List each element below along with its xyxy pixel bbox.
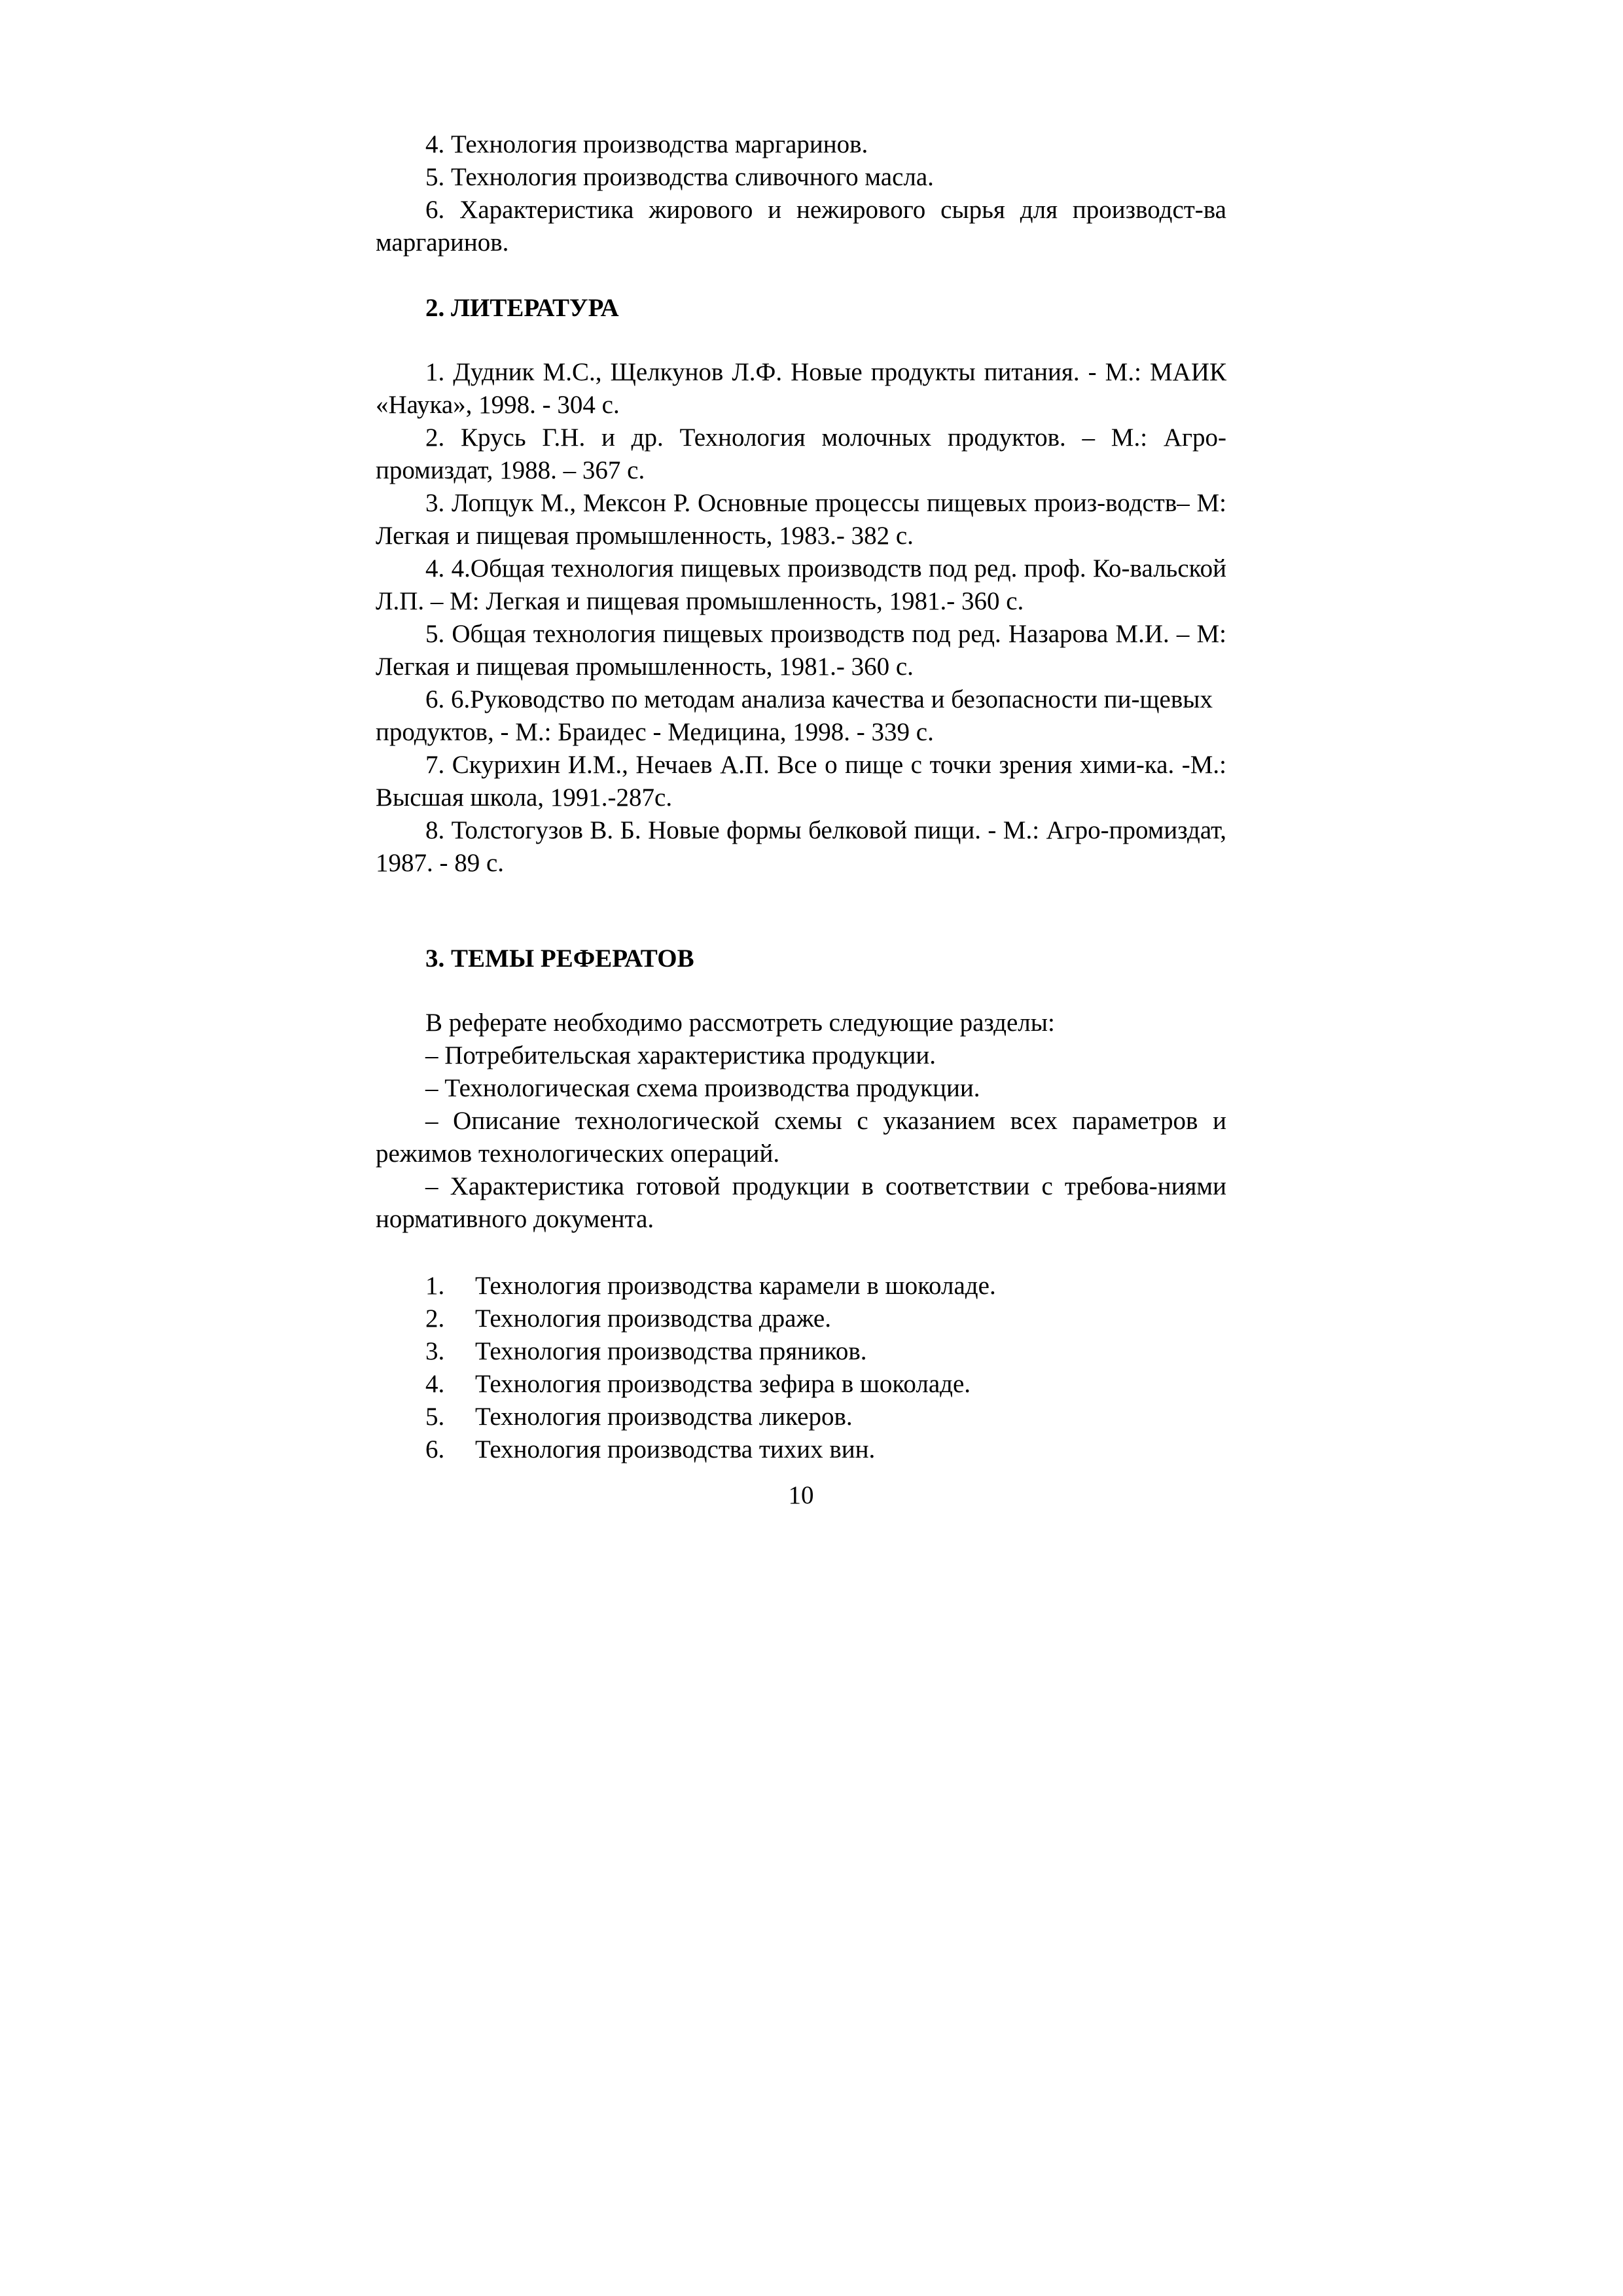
topic-item	[376, 1302, 1226, 1335]
topic-number: 6.	[425, 1435, 445, 1463]
reference-item: 6. 6.Руководство по методам анализа качества и безопасности пи-щевых	[425, 685, 1213, 713]
reference-item: 8. Толстогузов В. Б. Новые формы белковой пищи. - М.: Агро-промиздат, 1987. - 89 с.	[376, 816, 1226, 877]
reference-item-continuation: продуктов, - М.: Браидес - Медицина, 1998. - 339 с.	[376, 718, 934, 746]
reference-item: 1. Дудник М.С., Щелкунов Л.Ф. Новые продукты питания. - М.: МАИК «Наука», 1998. - 304 с.	[376, 358, 1226, 419]
topic-text: Технология производства зефира в шоколаде.	[475, 1370, 971, 1398]
list-item: 5. Технология производства сливочного масла.	[425, 163, 934, 191]
requirement-item: – Потребительская характеристика продукции.	[425, 1041, 936, 1069]
topic-text: Технология производства карамели в шоколаде.	[475, 1272, 996, 1300]
reference-item: 4. 4.Общая технология пищевых производств под ред. проф. Ко-вальской Л.П. – М: Легкая и пищевая промышленность, 1981.- 360 с.	[376, 554, 1226, 615]
topic-number: 3.	[425, 1337, 445, 1365]
literature-heading: 2. ЛИТЕРАТУРА	[425, 294, 619, 322]
page-number: 10	[788, 1481, 814, 1509]
list-item: 4. Технология производства маргаринов.	[425, 130, 868, 158]
themes-heading: 3. ТЕМЫ РЕФЕРАТОВ	[425, 944, 694, 973]
topic-item	[376, 1335, 1226, 1368]
topic-text: Технология производства драже.	[475, 1304, 831, 1333]
requirement-item: – Технологическая схема производства продукции.	[425, 1074, 980, 1102]
topics-list	[376, 1270, 1226, 1466]
themes-intro: В реферате необходимо рассмотреть следующие разделы:	[425, 1009, 1055, 1037]
list-item: 6. Характеристика жирового и нежирового сырья для производст-ва маргаринов.	[376, 196, 1226, 257]
topic-text: Технология производства тихих вин.	[475, 1435, 876, 1463]
topic-item	[376, 1270, 1226, 1302]
document-page	[376, 128, 1226, 1512]
reference-item: 5. Общая технология пищевых производств под ред. Назарова М.И. – М: Легкая и пищевая промышленность, 1981.- 360 с.	[376, 620, 1226, 681]
topic-number: 5.	[425, 1403, 445, 1431]
topic-item	[376, 1401, 1226, 1433]
topic-item	[376, 1368, 1226, 1401]
reference-item: 2. Крусь Г.Н. и др. Технология молочных продуктов. – М.: Агро-промиздат, 1988. – 367 с.	[376, 423, 1226, 484]
reference-item: 3. Лопцук М., Мексон Р. Основные процессы пищевых произ-водств– М: Легкая и пищевая промышленность, 1983.- 382 с.	[376, 489, 1226, 550]
requirement-item: – Характеристика готовой продукции в соответствии с требова-ниями нормативного документа.	[376, 1172, 1226, 1233]
reference-item: 7. Скурихин И.М., Нечаев А.П. Все о пище с точки зрения хими-ка. -М.: Высшая школа, 1991.-287с.	[376, 751, 1226, 812]
topic-text: Технология производства пряников.	[475, 1337, 867, 1365]
requirement-item: – Описание технологической схемы с указанием всех параметров и режимов технологических операций.	[376, 1107, 1226, 1168]
topic-number: 1.	[425, 1272, 445, 1300]
topic-text: Технология производства ликеров.	[475, 1403, 853, 1431]
topic-number: 2.	[425, 1304, 445, 1333]
topic-item	[376, 1433, 1226, 1466]
topic-number: 4.	[425, 1370, 445, 1398]
